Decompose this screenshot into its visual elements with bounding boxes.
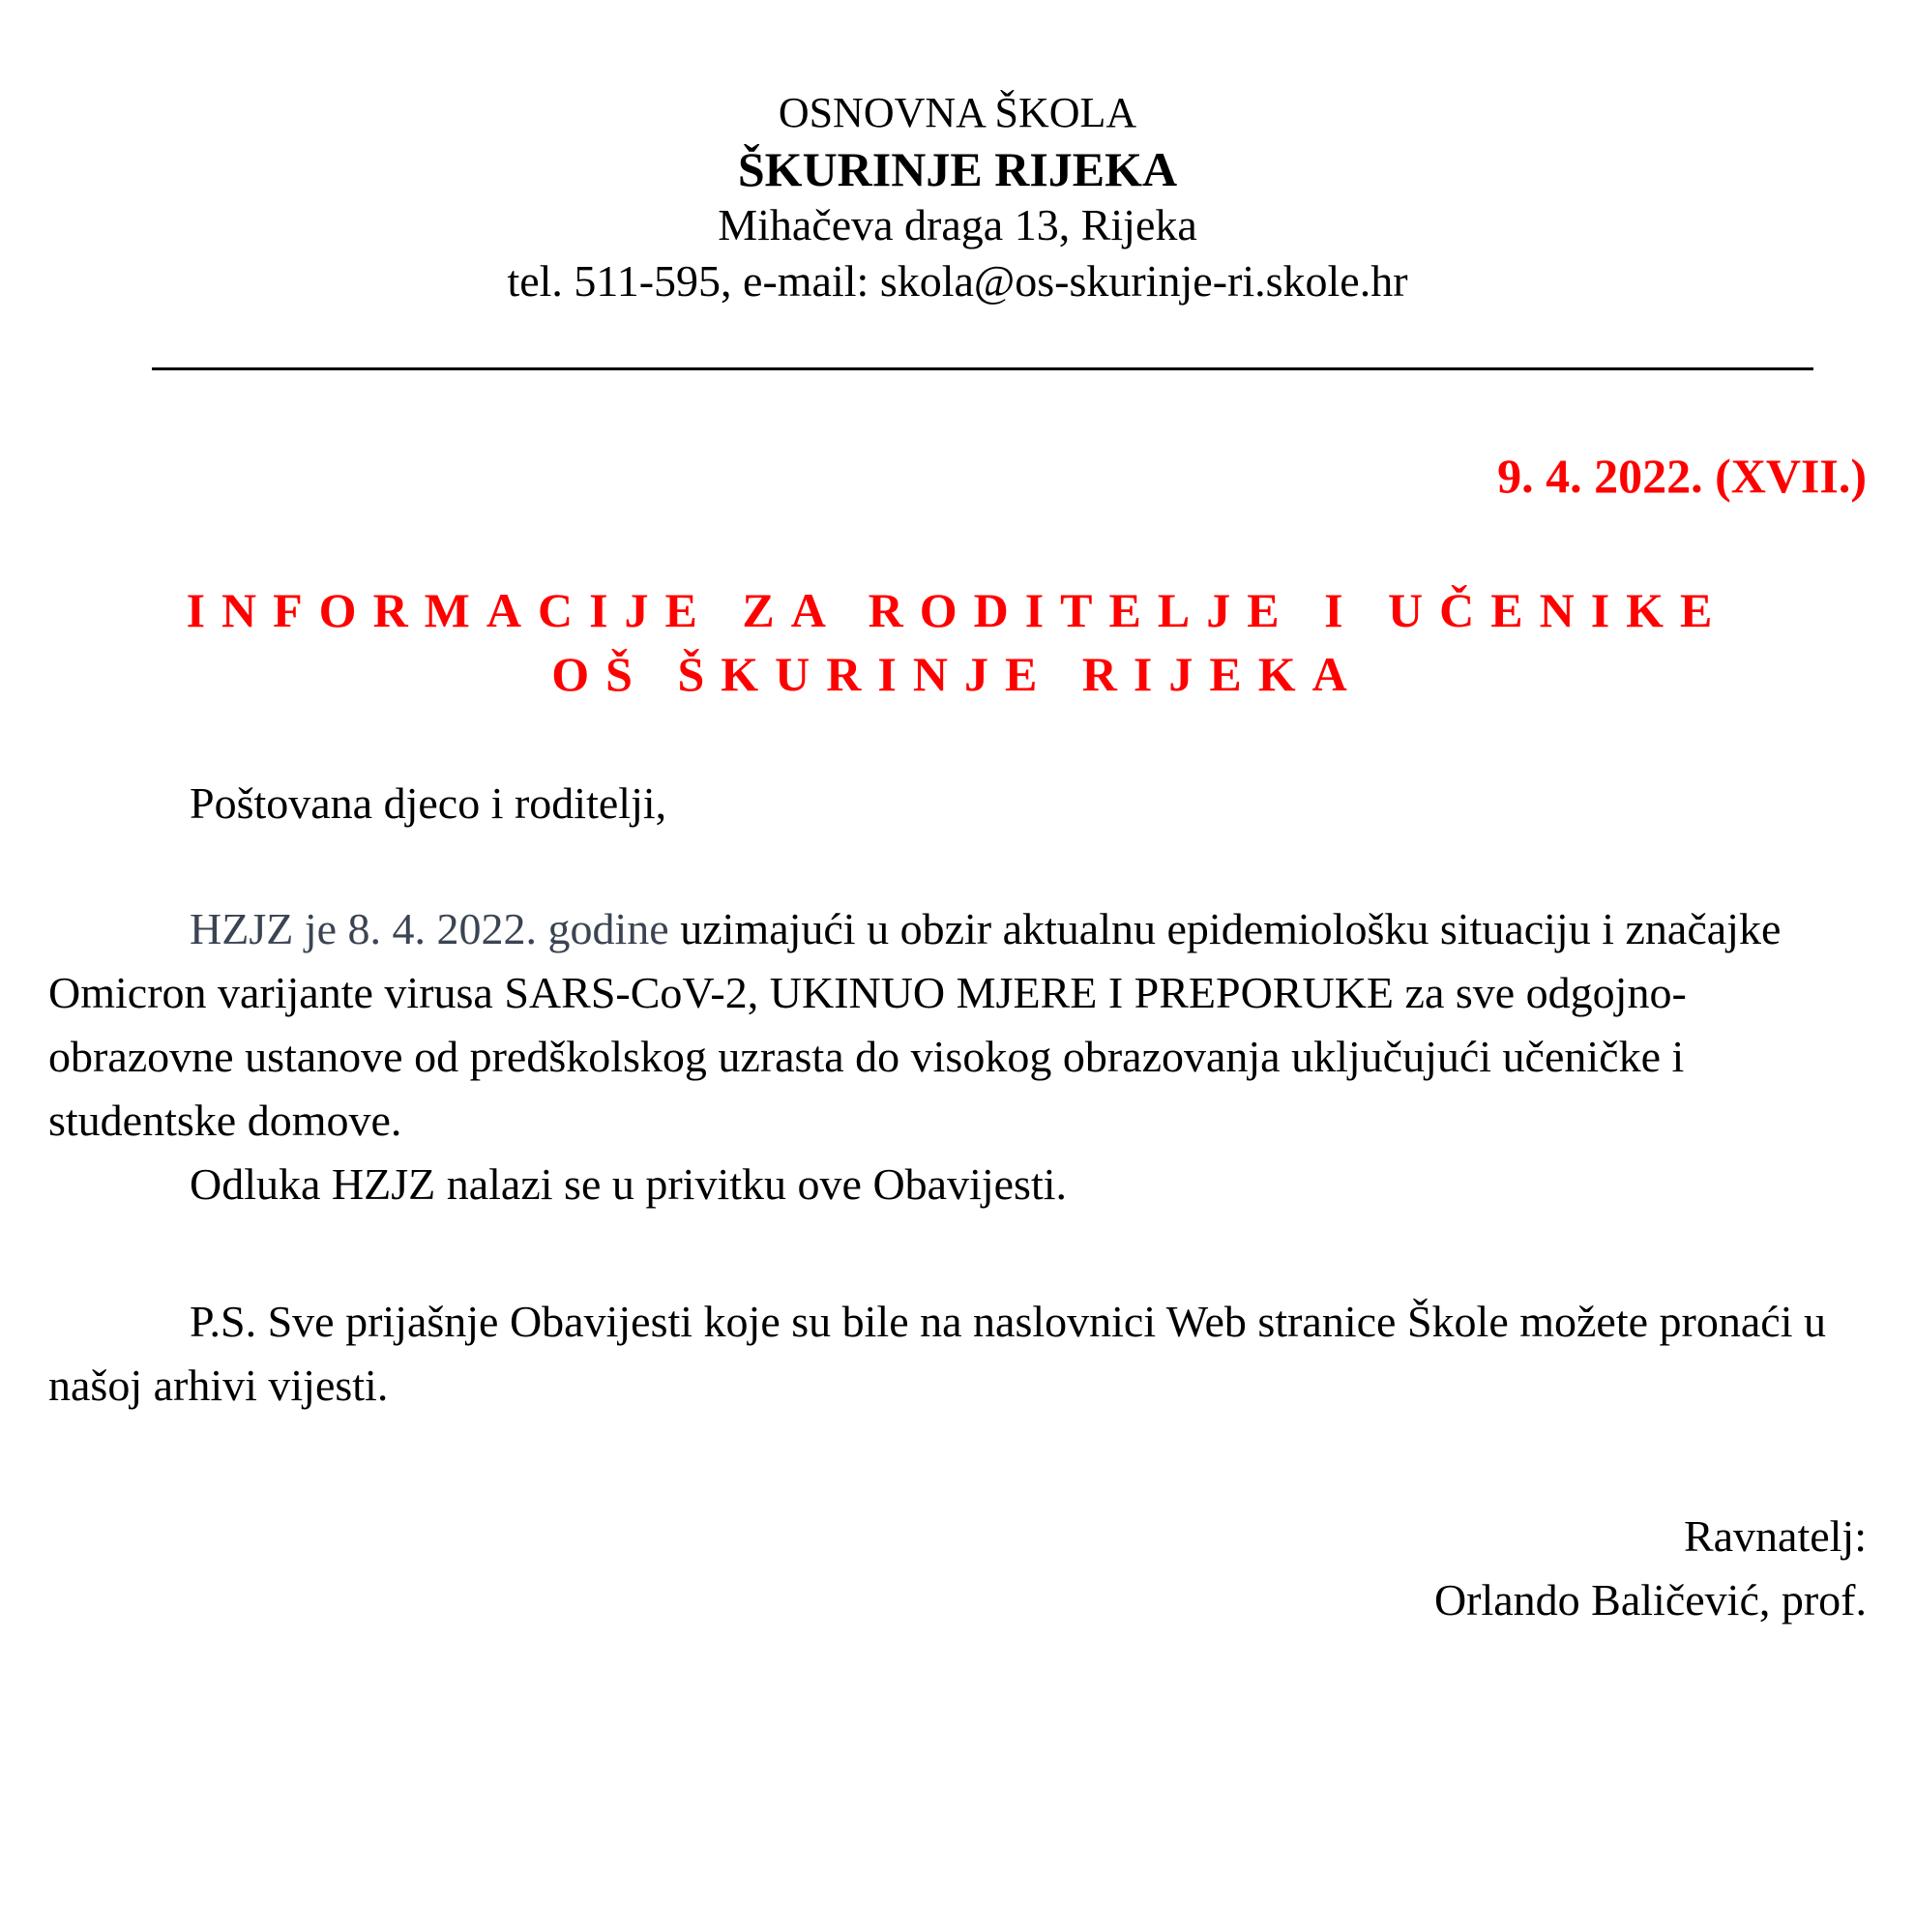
signature-name: Orlando Baličević, prof.	[1433, 1575, 1867, 1625]
paragraph-lead: HZJZ je 8. 4. 2022. godine	[190, 904, 669, 953]
document-date: 9. 4. 2022. (XVII.)	[1497, 449, 1867, 503]
letterhead	[0, 85, 1915, 309]
title-line-2: OŠ ŠKURINJE RIJEKA	[551, 647, 1364, 701]
school-name: ŠKURINJE RIJEKA	[737, 142, 1178, 196]
school-contact: tel. 511-595, e-mail: skola@os-skurinje-ri.skole.hr	[507, 256, 1408, 306]
paragraph-rest: uzimajući u obzir aktualnu epidemiološku situaciju i značajke Omicron varijante virusa SARS-CoV-2, UKINUO MJERE I PREPORUKE za sve odgojno-obrazovne ustanove od predškolskog uzrasta do visokog obrazovanja uključujući učeničke i studentske domove.	[48, 904, 1782, 1145]
postscript-text: P.S. Sve prijašnje Obavijesti koje su bile na naslovnici Web stranice Škole možete pronaći u našoj arhivi vijesti.	[48, 1297, 1826, 1410]
main-paragraph	[48, 897, 1867, 1216]
school-type: OSNOVNA ŠKOLA	[778, 89, 1137, 136]
postscript	[48, 1290, 1867, 1418]
signature-role: Ravnatelj:	[1683, 1511, 1867, 1561]
paragraph-second: Odluka HZJZ nalazi se u privitku ove Obavijesti.	[190, 1159, 1068, 1209]
school-address: Mihačeva draga 13, Rijeka	[718, 200, 1197, 249]
greeting: Poštovana djeco i roditelji,	[190, 778, 667, 828]
header-divider	[152, 367, 1813, 370]
document-title	[0, 578, 1915, 706]
title-line-1: INFORMACIJE ZA RODITELJE I UČENIKE	[186, 583, 1729, 637]
signature-block	[1434, 1505, 1867, 1632]
